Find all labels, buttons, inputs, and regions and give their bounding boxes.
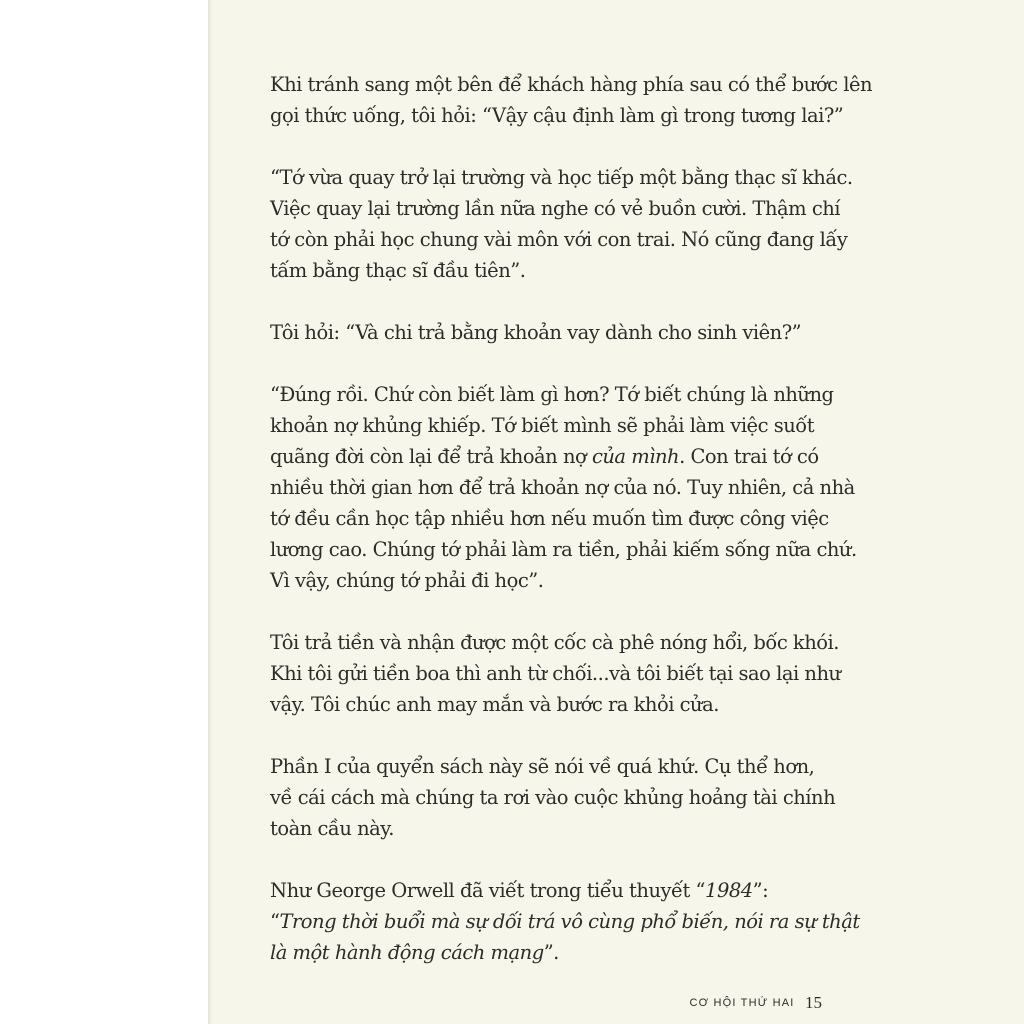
- text-line: vậy. Tôi chúc anh may mắn và bước ra khỏi cửa.: [270, 693, 719, 716]
- text-line: tớ đều cần học tập nhiều hơn nếu muốn tìm được công việc: [270, 507, 829, 530]
- text-line: [270, 441, 819, 472]
- text-line: về cái cách mà chúng ta rơi vào cuộc khủng hoảng tài chính: [270, 786, 836, 809]
- text-line: lương cao. Chúng tớ phải làm ra tiền, phải kiếm sống nữa chứ.: [270, 538, 857, 561]
- paragraph-4: [270, 379, 857, 596]
- paragraph-6: [270, 751, 836, 844]
- text-line: “Tớ vừa quay trở lại trường và học tiếp một bằng thạc sĩ khác.: [270, 166, 853, 189]
- text-line: Khi tránh sang một bên để khách hàng phía sau có thể bước lên: [270, 73, 873, 96]
- text-line: [270, 875, 806, 906]
- text-line: Tôi trả tiền và nhận được một cốc cà phê nóng hổi, bốc khói.: [270, 631, 839, 654]
- text-line: “Đúng rồi. Chứ còn biết làm gì hơn? Tớ biết chúng là những: [270, 383, 834, 406]
- italic-text: của mình: [591, 445, 680, 468]
- text-line: Tôi hỏi: “Và chi trả bằng khoản vay dành cho sinh viên?”: [270, 321, 802, 344]
- text-line: [270, 937, 806, 968]
- text-line: Vì vậy, chúng tớ phải đi học”.: [270, 569, 544, 592]
- text-run: ”.: [543, 941, 559, 964]
- text-run: quãng đời còn lại để trả khoản nợ: [270, 445, 592, 468]
- text-line: Khi tôi gửi tiền boa thì anh từ chối...và tôi biết tại sao lại như: [270, 662, 841, 685]
- page-gutter-shadow: [208, 0, 212, 1024]
- text-run: . Con trai tớ có: [679, 445, 819, 468]
- text-line: tớ còn phải học chung vài môn với con trai. Nó cũng đang lấy: [270, 228, 848, 251]
- running-title: CƠ HỘI THỨ HAI: [689, 997, 795, 1009]
- text-line: tấm bằng thạc sĩ đầu tiên”.: [270, 259, 526, 282]
- text-run: “: [270, 910, 280, 933]
- text-run: ”:: [752, 879, 769, 902]
- italic-text: 1984: [705, 879, 753, 902]
- italic-text: Trong thời buổi mà sự dối trá vô cùng phổ biến, nói ra sự thật: [279, 910, 860, 933]
- text-line: Phần I của quyển sách này sẽ nói về quá khứ. Cụ thể hơn,: [270, 755, 815, 778]
- text-line: [270, 906, 860, 937]
- text-line: nhiều thời gian hơn để trả khoản nợ của nó. Tuy nhiên, cả nhà: [270, 476, 855, 499]
- paragraph-7: [270, 875, 860, 968]
- paragraph-5: [270, 627, 841, 720]
- italic-text: là một hành động cách mạng: [270, 941, 544, 964]
- page-footer: [689, 993, 822, 1013]
- paragraph-2: [270, 162, 853, 286]
- text-line: khoản nợ khủng khiếp. Tớ biết mình sẽ phải làm việc suốt: [270, 414, 815, 437]
- paragraph-3: [270, 317, 806, 348]
- page-number: 15: [805, 993, 822, 1012]
- text-line: toàn cầu này.: [270, 817, 394, 840]
- text-line: gọi thức uống, tôi hỏi: “Vậy cậu định làm gì trong tương lai?”: [270, 104, 844, 127]
- text-line: Việc quay lại trường lần nữa nghe có vẻ buồn cười. Thậm chí: [270, 197, 841, 220]
- body-text: [270, 69, 873, 999]
- text-run: Như George Orwell đã viết trong tiểu thuyết “: [270, 879, 706, 902]
- paragraph-1: [270, 69, 873, 131]
